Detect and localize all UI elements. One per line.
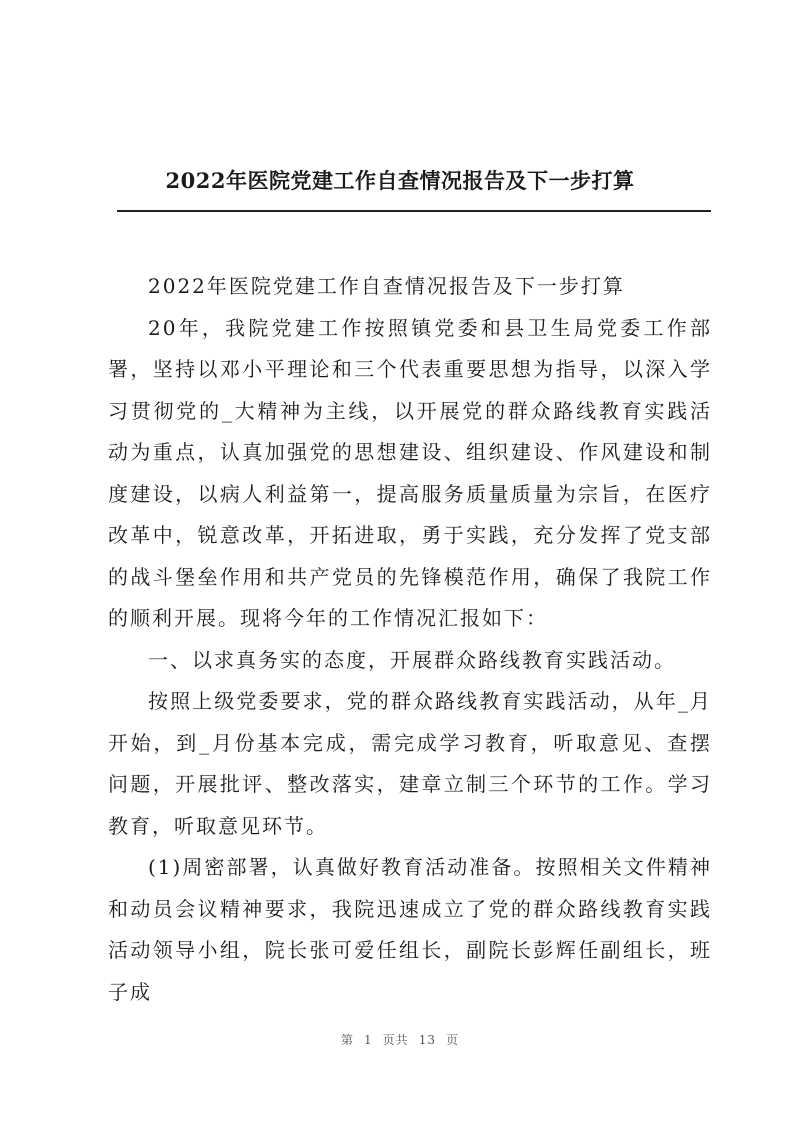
page-number-footer (0, 1031, 800, 1048)
body-paragraph-heading: 2022年医院党建工作自查情况报告及下一步打算 (148, 274, 625, 298)
body-paragraph-section-one-heading: 一、以求真务实的态度，开展群众路线教育实践活动。 (148, 647, 676, 672)
footer-prefix: 第 (341, 1033, 355, 1047)
title-underline-divider (117, 210, 711, 212)
footer-total-pages: 13 (418, 1033, 436, 1047)
body-paragraph-item-one: (1)周密部署，认真做好教育活动准备。按照相关文件精神和动员会议精神要求，我院迅速成立了党的群众路线教育实践活动领导小组，院长张可爱任组长，副院长彭辉任副组长，班子成 (108, 855, 712, 1004)
footer-middle: 页共 (382, 1033, 409, 1047)
document-body (108, 266, 712, 1013)
document-title: 2022年医院党建工作自查情况报告及下一步打算 (165, 168, 635, 193)
body-paragraph-section-one-text: 按照上级党委要求，党的群众路线教育实践活动，从年_月开始，到_月份基本完成，需完成学习教育，听取意见、查摆问题，开展批评、整改落实，建章立制三个环节的工作。学习教育，听取意见环节。 (108, 689, 712, 838)
body-paragraph-intro: 20年，我院党建工作按照镇党委和县卫生局党委工作部署，坚持以邓小平理论和三个代表重要思想为指导，以深入学习贯彻党的_大精神为主线，以开展党的群众路线教育实践活动为重点，认真加强党的思想建设、组织建设、作风建设和制度建设，以病人利益第一，提高服务质量质量为宗旨，在医疗改革中，锐意改革，开拓进取，勇于实践，充分发挥了党支部的战斗堡垒作用和共产党员的先锋模范作用，确保了我院工作的顺利开展。现将今年的工作情况汇报如下： (108, 315, 712, 630)
footer-suffix: 页 (445, 1033, 459, 1047)
footer-current-page: 1 (364, 1033, 373, 1047)
